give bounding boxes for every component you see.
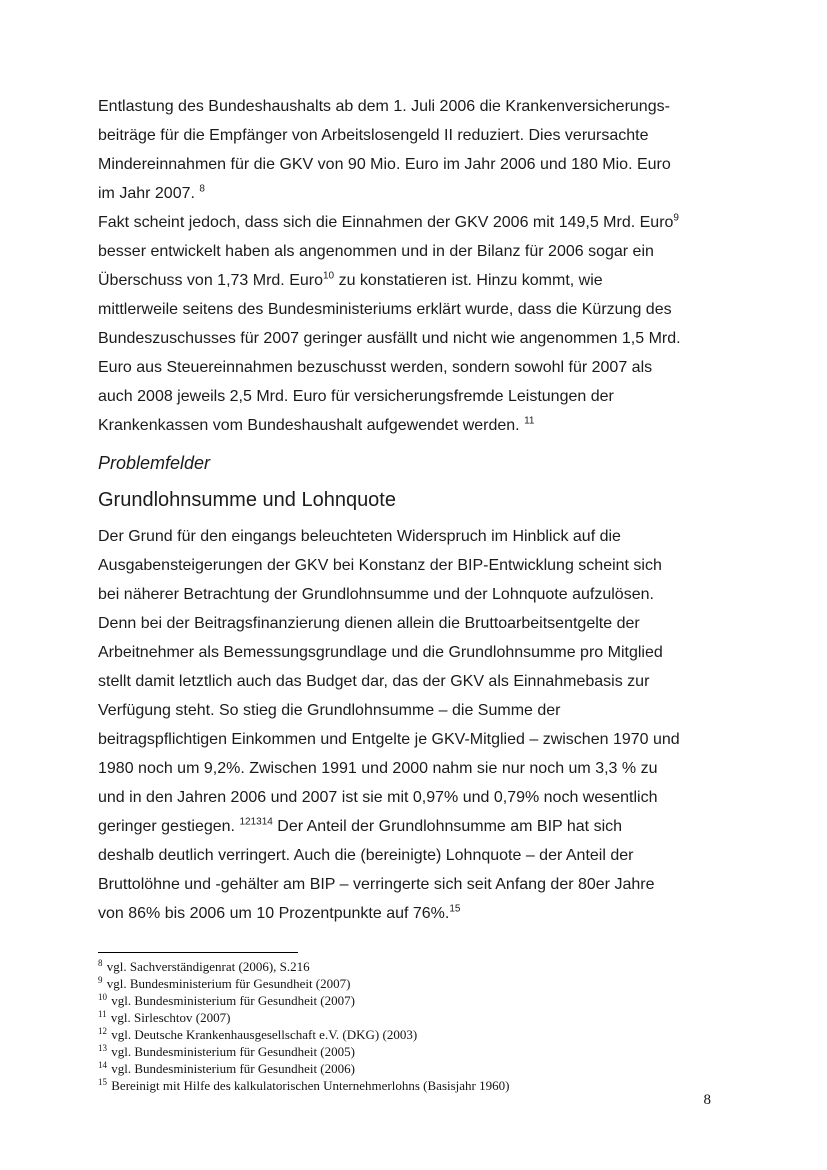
document-body xyxy=(98,92,748,928)
footnote-marker: 15 xyxy=(98,1076,107,1087)
footnote-item: $^{13}$ vgl. Bundesministerium für Gesundheit (2005) xyxy=(98,1042,355,1059)
paragraph-1: Entlastung des Bundeshaushalts ab dem 1. Juli 2006 die Krankenversicherungs- beiträge für die Empfänger von Arbeitslosengeld II reduziert. Dies verursachte Mindereinnahmen für die GKV von 90 Mio. Euro im Jahr 2006 und 180 Mio. Euro im Jahr 2007. $^8$ xyxy=(98,98,671,202)
footnote-reference: 14 xyxy=(261,816,273,828)
footnote-reference: 10 xyxy=(323,270,335,282)
footnote-marker: 14 xyxy=(98,1059,107,1070)
footnote-marker: 10 xyxy=(98,991,107,1002)
footnote-item: $^8$ vgl. Sachverständigenrat (2006), S.216 xyxy=(98,957,310,974)
subsection-heading-grundlohnsumme: Grundlohnsumme und Lohnquote xyxy=(98,489,396,511)
footnote-reference: 11 xyxy=(524,415,535,427)
footnote-reference: 12 xyxy=(239,816,251,828)
footnote-separator xyxy=(98,952,298,953)
footnote-item: $^{12}$ vgl. Deutsche Krankenhausgesellschaft e.V. (DKG) (2003) xyxy=(98,1025,418,1042)
footnote-reference: 13 xyxy=(250,816,262,828)
footnotes-list xyxy=(98,958,748,1094)
footnote-item: $^9$ vgl. Bundesministerium für Gesundheit (2007) xyxy=(98,974,351,991)
footnote-reference: 8 xyxy=(199,183,205,195)
footnote-marker: 9 xyxy=(98,974,103,985)
footnote-item: $^{10}$ vgl. Bundesministerium für Gesundheit (2007) xyxy=(98,991,355,1008)
paragraph-3: Der Grund für den eingangs beleuchteten Widerspruch im Hinblick auf die Ausgabensteigerungen der GKV bei Konstanz der BIP-Entwicklung scheint sich bei näherer Betrachtung der Grundlohnsumme und der Lohnquote aufzulösen. Denn bei der Beitragsfinanzierung dienen allein die Bruttoarbeitsentgelte der Arbeitnehmer als Bemessungsgrundlage und die Grundlohnsumme pro Mitglied stellt damit letztlich auch das Budget dar, das der GKV als Einnahmebasis zur Verfügung steht. So stieg die Grundlohnsumme – die Summe der beitragspflichtigen Einkommen und Entgelte je GKV-Mitglied – zwischen 1970 und 1980 noch um 9,2%. Zwischen 1991 und 2000 nahm sie nur noch um 3,3 % zu und in den Jahren 2006 und 2007 ist sie mit 0,97% und 0,79% noch wesentlich geringer gestiegen. $^{121314}$ Der Anteil der Grundlohnsumme am BIP hat sich deshalb deutlich verringert. Auch die (bereinigte) Lohnquote – der Anteil der Bruttolöhne und -gehälter am BIP – verringerte sich seit Anfang der 80er Jahre von 86% bis 2006 um 10 Prozentpunkte auf 76%.$^{15}$ xyxy=(98,528,680,922)
footnote-marker: 8 xyxy=(98,957,103,968)
page-number: 8 xyxy=(703,1092,711,1108)
paragraph-2: Fakt scheint jedoch, dass sich die Einnahmen der GKV 2006 mit 149,5 Mrd. Euro$^9$ besser entwickelt haben als angenommen und in der Bilanz für 2006 sogar ein Überschuss von 1,73 Mrd. Euro$^{10}$ zu konstatieren ist. Hinzu kommt, wie mittlerweile seitens des Bundesministeriums erklärt wurde, dass die Kürzung des Bundeszuschusses für 2007 geringer ausfällt und nicht wie angenommen 1,5 Mrd. Euro aus Steuereinnahmen bezuschusst werden, sondern sowohl für 2007 als auch 2008 jeweils 2,5 Mrd. Euro für versicherungsfremde Leistungen der Krankenkassen vom Bundeshaushalt aufgewendet werden. $^{11}$ xyxy=(98,212,681,434)
footnote-item: $^{14}$ vgl. Bundesministerium für Gesundheit (2006) xyxy=(98,1059,355,1076)
footnote-item: $^{15}$ Bereinigt mit Hilfe des kalkulatorischen Unternehmerlohns (Basisjahr 1960) xyxy=(98,1076,510,1093)
footnote-item: $^{11}$ vgl. Sirleschtov (2007) xyxy=(98,1008,231,1025)
footnote-marker: 11 xyxy=(98,1008,107,1019)
footnote-reference: 9 xyxy=(673,212,679,224)
footnote-marker: 13 xyxy=(98,1042,107,1053)
section-heading-problemfelder: Problemfelder xyxy=(98,453,211,473)
footnote-marker: 12 xyxy=(98,1025,107,1036)
footnote-reference: 15 xyxy=(449,903,461,915)
